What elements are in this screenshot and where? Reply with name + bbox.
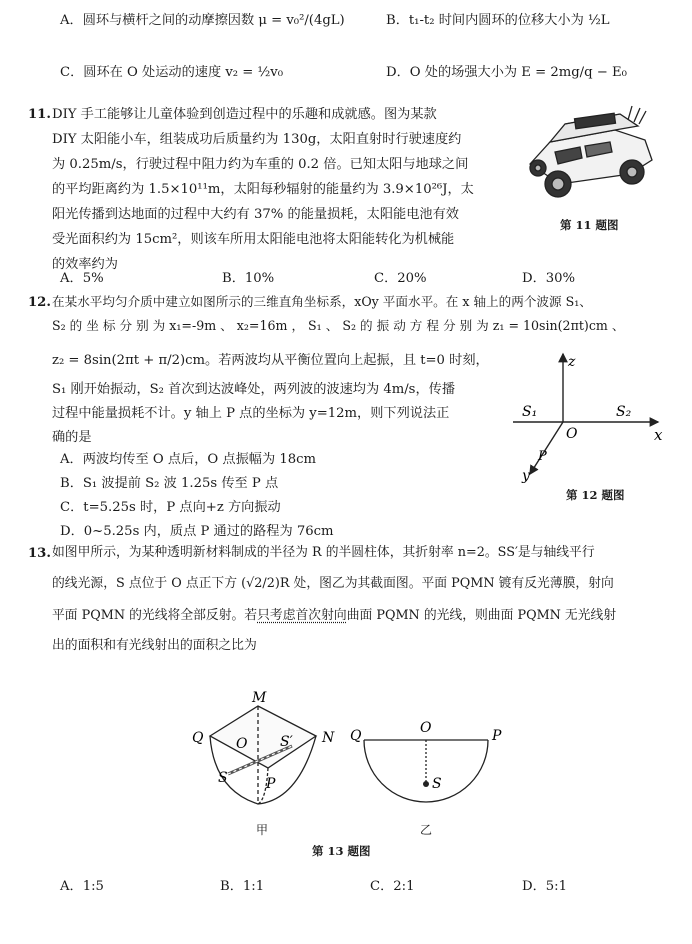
q13-option-b: B．1:1 <box>220 879 265 894</box>
q11-line-5: 阳光传播到达地面的过程中大约有 37% 的能量损耗，太阳能电池有效 <box>52 207 459 222</box>
q12-option-d: D．0~5.25s 内，质点 P 通过的路程为 76cm <box>60 524 334 539</box>
solar-car-drawing <box>530 106 652 197</box>
q13-number: 13. <box>28 546 51 561</box>
q11-line-1: DIY 手工能够让儿童体验到创造过程中的乐趣和成就感。图为某款 <box>52 107 437 122</box>
figure-jia-label: 甲 <box>256 823 269 837</box>
q12-line-6: 确的是 <box>52 430 92 445</box>
label-o: O <box>420 720 432 736</box>
q13-option-c: C．2:1 <box>370 879 415 894</box>
label-q: Q <box>192 730 204 746</box>
q13-line-2: 的线光源，S 点位于 O 点正下方 (√2/2)R 处，图乙为其截面图。平面 PQMN 镀有反光薄膜，射向 <box>52 576 614 591</box>
q11-line-2: DIY 太阳能小车，组装成功后质量约为 130g，太阳直射时行驶速度约 <box>52 132 462 147</box>
label-q: Q <box>350 728 362 744</box>
q12-line-5: 过程中能量损耗不计。y 轴上 P 点的坐标为 y=12m，则下列说法正 <box>52 406 450 421</box>
x-axis-label: x <box>654 426 663 444</box>
q11-option-a: A．5% <box>60 271 104 286</box>
y-axis <box>530 422 563 474</box>
q11-line-4: 的平均距离约为 1.5×10¹¹m，太阳每秒辐射的能量约为 3.9×10²⁶J，太 <box>52 182 474 197</box>
point-s <box>423 781 429 787</box>
q13-option-a: A．1:5 <box>60 879 104 894</box>
p-label: P <box>538 449 547 464</box>
y-axis-label: y <box>522 468 530 484</box>
q10-option-d: D．O 处的场强大小为 E = 2mg/q − E₀ <box>386 65 627 80</box>
label-s: S <box>218 770 228 786</box>
s1-label: S₁ <box>522 404 538 420</box>
q13-figure-yi <box>350 718 510 814</box>
q12-option-c: C．t=5.25s 时，P 点向+z 方向振动 <box>60 500 281 515</box>
label-s-prime: S′ <box>280 734 293 750</box>
q13-line-3-part-3: 曲面 PQMN 的光线，则曲面 PQMN 无光线射 <box>346 608 617 623</box>
q13-line-3-part-1: 平面 PQMN 的光线将全部反射。若 <box>52 608 258 623</box>
label-m: M <box>252 690 267 706</box>
label-n: N <box>322 730 335 746</box>
q13-option-d: D．5:1 <box>522 879 567 894</box>
q12-line-1: 在某水平均匀介质中建立如图所示的三维直角坐标系，xOy 平面水平。在 x 轴上的两个波源 S₁、 <box>52 294 592 309</box>
q11-line-7: 的效率约为 <box>52 257 118 272</box>
label-s: S <box>432 776 442 792</box>
q13-figure-caption: 第 13 题图 <box>312 844 371 858</box>
figure-yi-label: 乙 <box>420 823 433 837</box>
label-p: P <box>266 776 276 792</box>
q13-figure-jia <box>188 690 348 820</box>
q11-line-6: 受光面积约为 15cm²，则该车所用太阳能电池将太阳能转化为机械能 <box>52 232 455 247</box>
q12-option-b: B．S₁ 波提前 S₂ 波 1.25s 传至 P 点 <box>60 476 279 491</box>
q12-line-2: S₂ 的 坐 标 分 别 为 x₁=-9m 、 x₂=16m ， S₁ 、 S₂ 的 振 动 方 程 分 别 为 z₁ = 10sin(2πt)cm 、 <box>52 318 625 333</box>
q11-option-d: D．30% <box>522 271 576 286</box>
origin-label: O <box>566 426 578 442</box>
q12-option-a: A．两波均传至 O 点后，O 点振幅为 18cm <box>60 452 317 467</box>
q12-figure-caption: 第 12 题图 <box>566 488 625 502</box>
q10-option-b: B．t₁-t₂ 时间内圆环的位移大小为 ½L <box>386 13 610 28</box>
solar-car-figure <box>520 102 660 208</box>
q13-emphasis: 只考虑首次射向 <box>257 608 347 623</box>
q12-line-4: S₁ 刚开始振动，S₂ 首次到达波峰处，两列波的波速均为 4m/s，传播 <box>52 382 456 397</box>
q11-option-b: B．10% <box>222 271 275 286</box>
q11-figure-caption: 第 11 题图 <box>560 218 619 232</box>
q12-line-3: z₂ = 8sin(2πt + π/2)cm。若两波均从平衡位置向上起振，且 t=0 时刻， <box>52 353 489 368</box>
q12-number: 12. <box>28 295 51 310</box>
q12-axes-figure <box>508 346 678 486</box>
q11-number: 11. <box>28 107 51 122</box>
s2-label: S₂ <box>616 404 632 420</box>
q10-option-a: A．圆环与横杆之间的动摩擦因数 μ = v₀²/(4gL) <box>60 13 345 28</box>
q11-line-3: 为 0.25m/s，行驶过程中阻力约为车重的 0.2 倍。已知太阳与地球之间 <box>52 157 469 172</box>
label-p: P <box>492 728 502 744</box>
q10-option-c: C．圆环在 O 处运动的速度 v₂ = ½v₀ <box>60 65 284 80</box>
q11-option-c: C．20% <box>374 271 427 286</box>
label-o: O <box>236 736 248 752</box>
z-axis-label: z <box>568 354 576 370</box>
q13-line-1: 如图甲所示，为某种透明新材料制成的半径为 R 的半圆柱体，其折射率 n=2。SS′是与轴线平行 <box>52 545 595 560</box>
q13-line-4: 出的面积和有光线射出的面积之比为 <box>52 638 257 653</box>
q13-line-3 <box>52 610 616 623</box>
